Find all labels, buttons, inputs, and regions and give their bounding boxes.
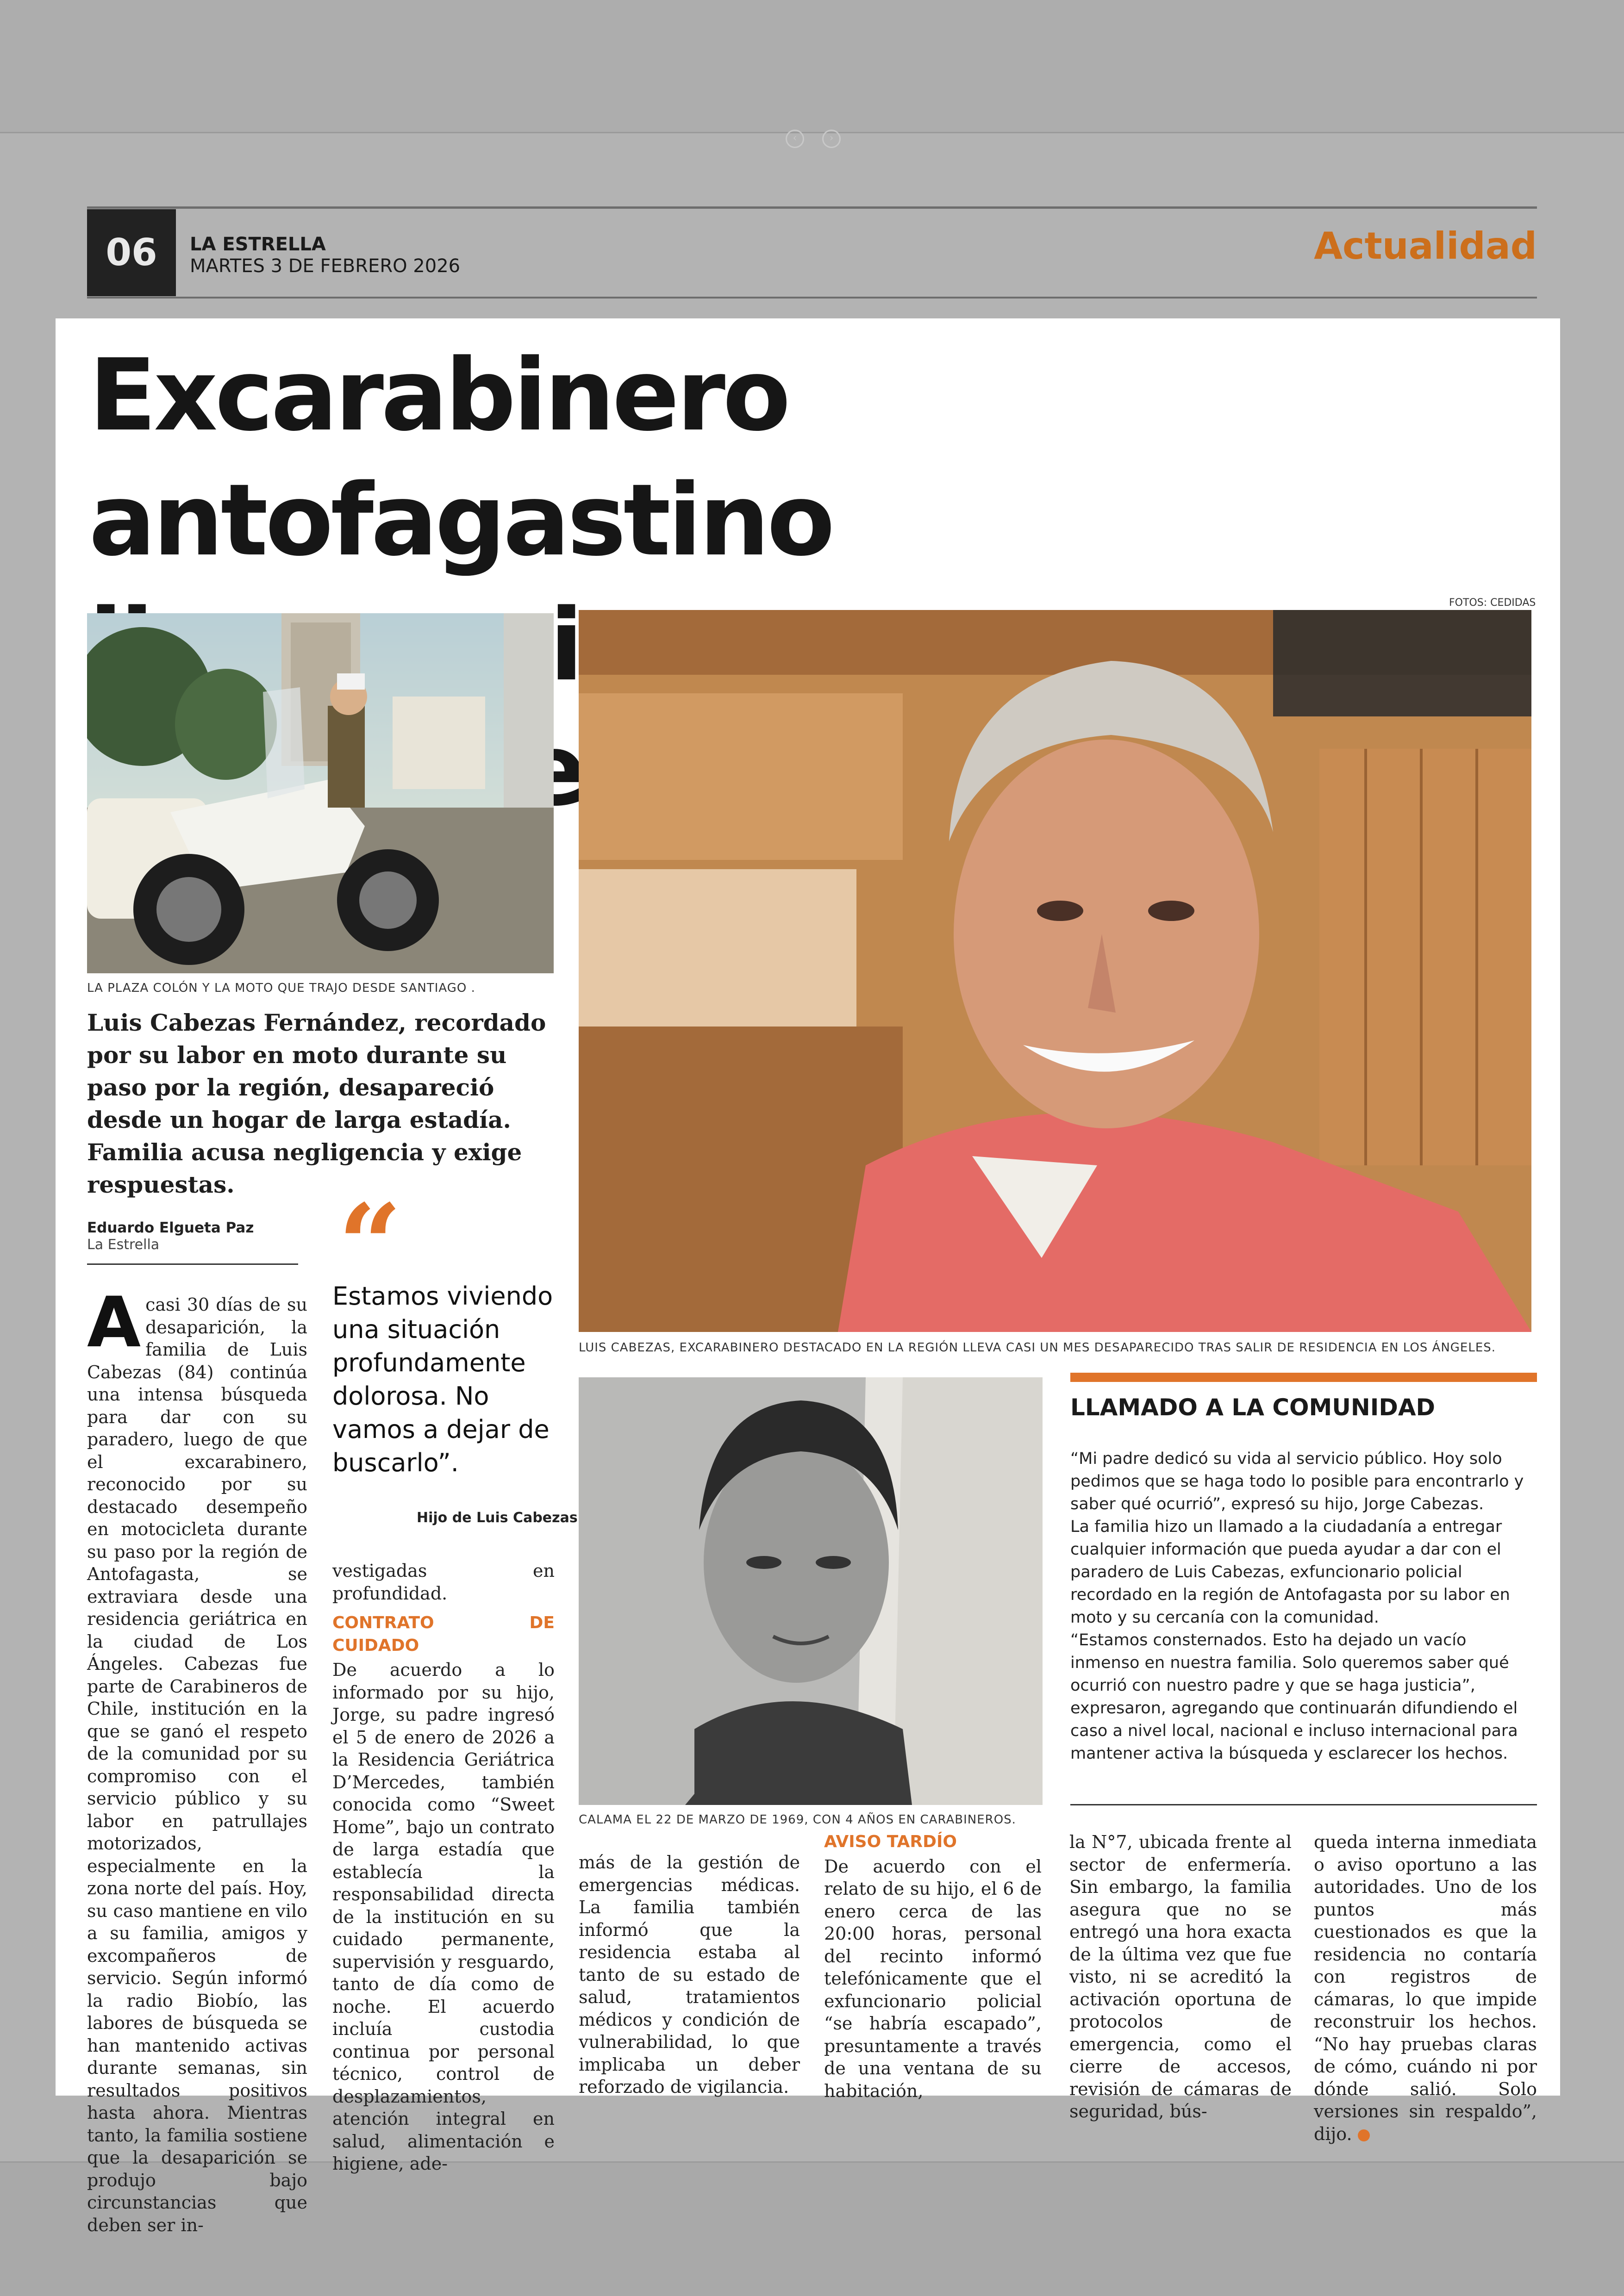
body-text-col6: queda interna inmediata o aviso oportuno a las autoridades. Uno de los puntos más cuestionados es que la residencia no contaría con registros de cámaras, lo que impide reconstruir los hechos. “No hay pruebas claras de cómo, cuándo ni por dónde salió. Solo versiones sin respaldo”, dijo. (1314, 1832, 1537, 2144)
caption-motorcycle-photo: LA PLAZA COLÓN Y LA MOTO QUE TRAJO DESDE SANTIAGO . (87, 981, 475, 995)
body-text-col4: De acuerdo con el relato de su hijo, el 6 de enero cerca de las 20:00 horas, personal del recinto informó telefónicamente que el exfuncionario policial “se habría escapado”, presuntamente a través de una ventana de su habitación, (824, 1856, 1042, 2101)
subhead-aviso-tardio: AVISO TARDÍO (824, 1832, 957, 1851)
body-column-3 (579, 1851, 800, 2098)
photo-credit: FOTOS: CEDIDAS (1449, 597, 1536, 609)
body-column-2 (332, 1560, 555, 2175)
pull-quote: Estamos viviendo una situación profundamente dolorosa. No vamos a dejar de buscarlo”. (332, 1282, 553, 1477)
main-portrait-photo (579, 610, 1531, 1332)
end-of-article-icon (1358, 2129, 1370, 2141)
body-text-col2: De acuerdo a lo informado por su hijo, Jorge, su padre ingresó el 5 de enero de 2026 a la Residencia Geriátrica D’Mercedes, también conocida como “Sweet Home”, bajo un contrato de larga estadía que establecía la responsabilidad directa de la institución en su cuidado permanente, supervisión y resguardo, tanto de día como de noche. El acuerdo incluía custodia continua por personal técnico, control de desplazamientos, atención integral en salud, alimentación e higiene, ade- (332, 1660, 555, 2174)
body-text-col3: más de la gestión de emergencias médicas. La familia también informó que la residencia estaba al tanto de su estado de salud, tratamientos médicos y condición de vulnerabilidad, lo que implicaba un deber reforzado de vigilancia. (579, 1852, 800, 2097)
article-lede: Luis Cabezas Fernández, recordado por su labor en moto durante su paso por la región, desapareció desde un hogar de larga estadía. Familia acusa negligencia y exige respuestas. (87, 1009, 546, 1198)
paper-name: LA ESTRELLA (190, 234, 326, 255)
body-text-col1: casi 30 días de su desaparición, la familia de Luis Cabezas (84) continúa una intensa búsqueda para dar con su paradero, luego de que el excarabinero, reconocido por su destacado desempeño en motocicleta durante su paso por la región de Antofagasta, se extraviara desde una residencia geriátrica en la ciudad de Los Ángeles. Cabezas fue parte de Carabineros de Chile, institución en la que se ganó el respeto de la comunidad por su compromiso con el servicio público y su labor en patrullajes motorizados, especialmente en la zona norte del país. Hoy, su caso mantiene en vilo a su familia, amigos y excompañeros de servicio. Según informó la radio Biobío, las labores de búsqueda se han mantenido activas durante semanas, sin resultados positivos hasta ahora. Mientras tanto, la familia sostiene que la desaparición se produjo bajo circunstancias que deben ser in- (87, 1294, 307, 2235)
byline-author: Eduardo Elgueta Paz (87, 1220, 254, 1236)
paper-date: MARTES 3 DE FEBRERO 2026 (190, 255, 461, 277)
sidebar-paragraph-3: “Estamos consternados. Esto ha dejado un vacío inmenso en nuestra familia. Solo queremos saber qué ocurrió con nuestro padre y que se haga justicia”, expresaron, agregando que continuarán difundiendo el caso a nivel local, nacional e incluso internacional para mantener activa la búsqueda y esclarecer los hechos. (1070, 1631, 1518, 1763)
sidebar-paragraph-1: “Mi padre dedicó su vida al servicio público. Hoy solo pedimos que se haga todo lo posible para encontrarlo y saber qué ocurrió”, expresó su hijo, Jorge Cabezas. (1070, 1450, 1524, 1513)
pull-quote-attribution: Hijo de Luis Cabezas (417, 1510, 578, 1526)
sidebar-paragraph-2: La familia hizo un llamado a la ciudadanía a entregar cualquier información que pueda ayudar a dar con el paradero de Luis Cabezas, exfuncionario policial recordado en la región de Antofagasta por su labor en moto y su cercanía con la comunidad. (1070, 1518, 1510, 1627)
body-column-4 (824, 1831, 1042, 2102)
subhead-contrato: CONTRATO DE CUIDADO (332, 1613, 555, 1655)
quote-mark-icon: “ (338, 1180, 402, 1310)
section-name: Actualidad (1314, 224, 1537, 268)
caption-main-photo: LUIS CABEZAS, EXCARABINERO DESTACADO EN LA REGIÓN LLEVA CASI UN MES DESAPARECIDO TRAS SALIR DE RESIDENCIA EN LOS ÁNGELES. (579, 1341, 1496, 1355)
byline-outlet: La Estrella (87, 1237, 160, 1253)
body-text-col5: la N°7, ubicada frente al sector de enfermería. Sin embargo, la familia asegura que no se entregó una hora exacta de la última vez que fue visto, ni se acreditó la activación oportuna de protocolos de emergencia, como el cierre de accesos, revisión de cámaras de seguridad, bús- (1069, 1832, 1292, 2122)
archive-portrait-photo (579, 1377, 1043, 1805)
caption-archive-photo: CALAMA EL 22 DE MARZO DE 1969, CON 4 AÑOS EN CARABINEROS. (579, 1813, 1016, 1827)
next-page-icon[interactable]: › (822, 130, 841, 148)
body-column-5 (1069, 1831, 1292, 2123)
body-text-col2-intro: vestigadas en profundidad. (332, 1561, 555, 1604)
header-rule-bottom (87, 297, 1537, 299)
sidebar-box-title: LLAMADO A LA COMUNIDAD (1070, 1394, 1436, 1421)
page-number: 06 (87, 209, 176, 296)
body-column-6 (1314, 1831, 1537, 2145)
headline-line-1: Excarabinero antofagastino (89, 338, 832, 578)
body-column-1 (87, 1282, 307, 2236)
drop-cap: A (87, 1282, 141, 1363)
sidebar-box-body (1070, 1448, 1536, 1765)
sidebar-box-rule (1070, 1804, 1537, 1805)
prev-page-icon[interactable]: ‹ (786, 130, 804, 148)
header-rule-top (87, 206, 1537, 209)
motorcycle-photo (87, 613, 554, 973)
viewer-top-bar (0, 0, 1624, 133)
sidebar-box-accent-bar (1070, 1373, 1537, 1382)
byline-rule (87, 1263, 298, 1265)
